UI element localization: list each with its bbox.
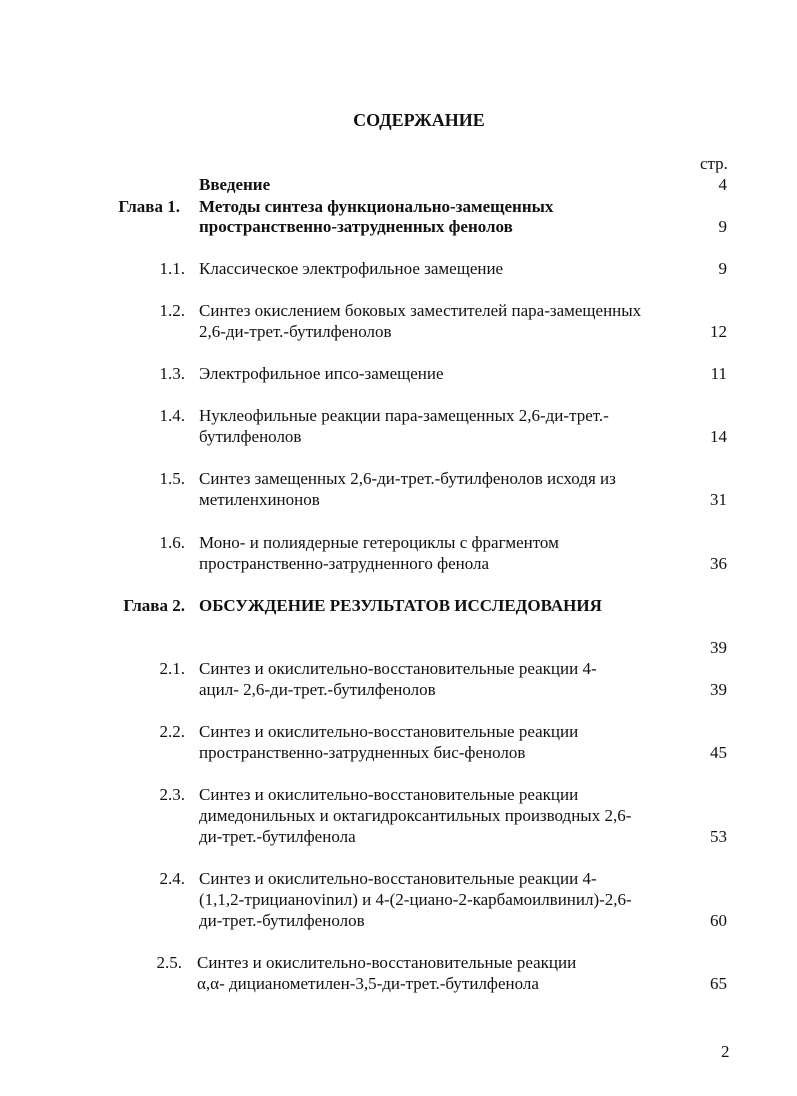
toc-line-1-5-b: метиленхинонов <box>199 490 320 509</box>
toc-line-2-4-b: (1,1,2-трицианоvinил) и 4-(2-циано-2-карбамоилвинил)-2,6- <box>199 890 632 909</box>
toc-page-1-3: 11 <box>710 364 727 383</box>
toc-page-chapter-2: 39 <box>710 638 727 657</box>
toc-page-chapter-1: 9 <box>718 217 727 236</box>
toc-page-1-2: 12 <box>710 322 727 341</box>
toc-line-1-5-a: Синтез замещенных 2,6-ди-трет.-бутилфенолов исходя из <box>199 469 616 488</box>
toc-line-2-1-a: Синтез и окислительно-восстановительные реакции 4- <box>199 659 597 678</box>
toc-number-2-1: 2.1. <box>159 659 185 678</box>
toc-number-1-4: 1.4. <box>159 406 185 425</box>
page-title: СОДЕРЖАНИЕ <box>353 110 485 130</box>
toc-page-2-4: 60 <box>710 911 727 930</box>
toc-line-2-2-a: Синтез и окислительно-восстановительные реакции <box>199 722 579 741</box>
toc-line-1-1: Классическое электрофильное замещение <box>199 259 504 278</box>
toc-number-chapter-2: Глава 2. <box>123 596 185 615</box>
toc-line-1-4-a: Нуклеофильные реакции пара-замещенных 2,6-ди-трет.- <box>199 406 609 425</box>
toc-line-introduction: Введение <box>199 175 271 194</box>
toc-number-1-2: 1.2. <box>159 301 185 320</box>
toc-number-chapter-1: Глава 1. <box>118 197 180 216</box>
toc-number-1-1: 1.1. <box>159 259 185 278</box>
toc-number-2-3: 2.3. <box>159 785 185 804</box>
page-number: 2 <box>721 1042 730 1061</box>
toc-line-2-4-a: Синтез и окислительно-восстановительные реакции 4- <box>199 869 597 888</box>
toc-line-2-3-b: димедонильных и октагидроксантильных производных 2,6- <box>199 806 632 825</box>
toc-line-chapter-1-b: пространственно-затрудненных фенолов <box>199 217 513 236</box>
toc-line-2-3-c: ди-трет.-бутилфенола <box>199 827 356 846</box>
toc-line-1-4-b: бутилфенолов <box>199 427 302 446</box>
toc-number-2-5: 2.5. <box>156 953 182 972</box>
toc-number-2-2: 2.2. <box>159 722 185 741</box>
toc-page-introduction: 4 <box>718 175 727 194</box>
toc-page-1-4: 14 <box>710 427 727 446</box>
toc-number-1-3: 1.3. <box>159 364 185 383</box>
toc-page-2-3: 53 <box>710 827 727 846</box>
toc-line-2-1-b: ацил- 2,6-ди-трет.-бутилфенолов <box>199 680 436 699</box>
toc-page-1-1: 9 <box>718 259 727 278</box>
toc-line-2-3-a: Синтез и окислительно-восстановительные реакции <box>199 785 579 804</box>
toc-line-chapter-2: ОБСУЖДЕНИЕ РЕЗУЛЬТАТОВ ИССЛЕДОВАНИЯ <box>199 596 602 615</box>
page-column-label: стр. <box>700 154 728 173</box>
toc-line-2-4-c: ди-трет.-бутилфенолов <box>199 911 365 930</box>
toc-page-2-1: 39 <box>710 680 727 699</box>
toc-line-chapter-1-a: Методы синтеза функционально-замещенных <box>199 197 554 216</box>
toc-line-2-5-b: α,α- дицианометилен-3,5-ди-трет.-бутилфенола <box>197 974 539 993</box>
toc-page-1-6: 36 <box>710 554 727 573</box>
toc-page-1-5: 31 <box>710 490 727 509</box>
toc-line-1-2-b: 2,6-ди-трет.-бутилфенолов <box>199 322 392 341</box>
toc-line-1-2-a: Синтез окислением боковых заместителей пара-замещенных <box>199 301 642 320</box>
toc-number-1-6: 1.6. <box>159 533 185 552</box>
toc-line-2-5-a: Синтез и окислительно-восстановительные реакции <box>197 953 577 972</box>
toc-line-1-6-a: Моно- и полиядерные гетероциклы с фрагментом <box>199 533 559 552</box>
toc-page-2-5: 65 <box>710 974 727 993</box>
toc-number-2-4: 2.4. <box>159 869 185 888</box>
toc-line-1-3: Электрофильное ипсо-замещение <box>199 364 444 383</box>
toc-line-2-2-b: пространственно-затрудненных бис-фенолов <box>199 743 526 762</box>
toc-number-1-5: 1.5. <box>159 469 185 488</box>
toc-page-2-2: 45 <box>710 743 727 762</box>
toc-line-1-6-b: пространственно-затрудненного фенола <box>199 554 490 573</box>
